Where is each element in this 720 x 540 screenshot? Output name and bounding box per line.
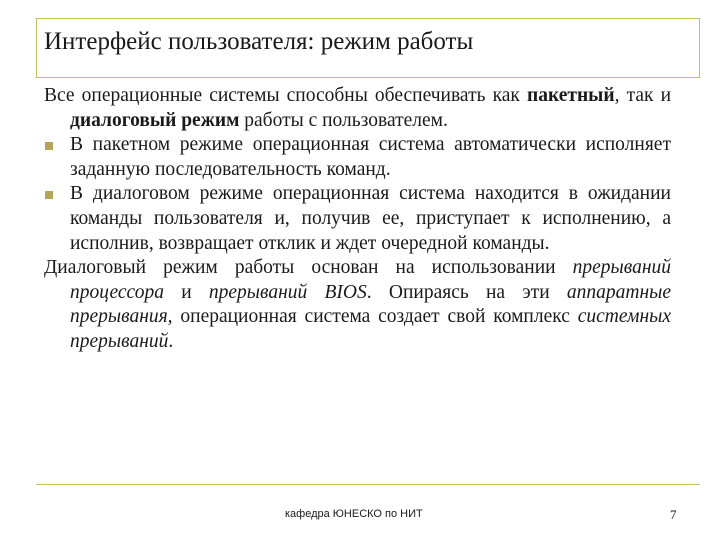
closing-paragraph xyxy=(44,256,671,354)
intro-bold-dialog: диалоговый режим xyxy=(70,109,240,131)
closing-italic-1: прерываний процессора xyxy=(70,257,671,303)
bullet-item-dialog xyxy=(44,182,671,256)
title-frame-top-line xyxy=(36,18,700,19)
slide-title: Интерфейс пользователя: режим работы xyxy=(44,28,474,55)
closing-text-3: . Опираясь на эти xyxy=(366,281,567,303)
intro-bold-batch: пакетный xyxy=(526,85,615,106)
title-frame-right-line xyxy=(699,18,700,78)
title-frame-left-line xyxy=(36,18,37,78)
closing-text-5: . xyxy=(168,330,174,352)
footer-text: кафедра ЮНЕСКО по НИТ xyxy=(285,508,423,520)
closing-italic-4: системных прерываний xyxy=(70,306,671,352)
intro-text-3: работы с пользователем. xyxy=(239,109,448,131)
closing-text-2: и xyxy=(163,281,209,303)
bullet-text: В пакетном режиме операционная система автоматически исполняет заданную последовательность команд. xyxy=(70,134,671,180)
bullet-item-batch xyxy=(44,133,671,182)
square-bullet-icon xyxy=(45,142,53,150)
footer-divider-line xyxy=(36,484,700,485)
closing-text-1: Диалоговый режим работы основан на использовании xyxy=(44,257,573,279)
page-number: 7 xyxy=(670,507,677,522)
intro-text-2: , так и xyxy=(614,85,671,106)
bullet-text: В диалоговом режиме операционная система находится в ожидании команды пользователя и, получив ее, приступает к исполнению, а исполнив, возвращает отклик и ждет очередной команды. xyxy=(70,183,671,254)
square-bullet-icon xyxy=(45,191,53,199)
intro-paragraph xyxy=(44,84,671,133)
closing-text-4: операционная система создает свой комплекс xyxy=(172,306,578,328)
intro-text-1: Все операционные системы способны обеспечивать как xyxy=(44,85,527,106)
closing-italic-2: прерываний BIOS xyxy=(208,281,367,303)
title-divider-line xyxy=(36,77,700,78)
closing-italic-3: аппаратные прерывания, xyxy=(70,281,672,328)
slide-body xyxy=(44,84,671,355)
